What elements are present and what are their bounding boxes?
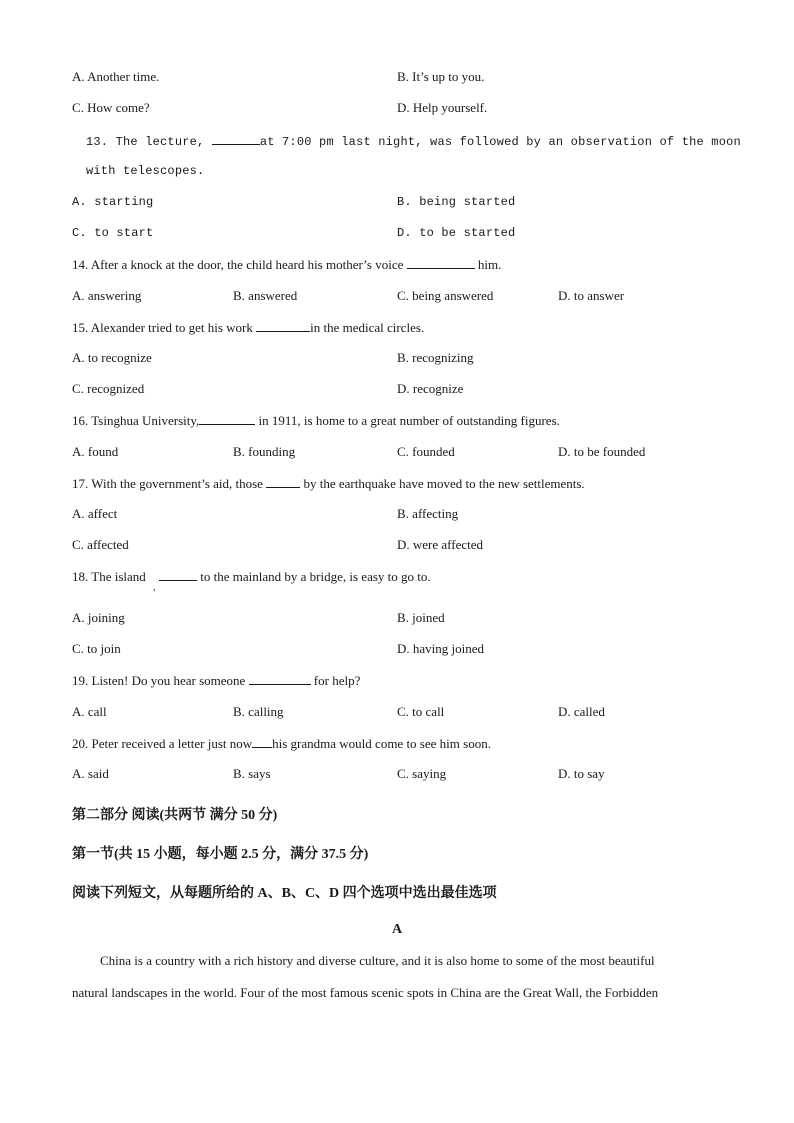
- q18-stem: [72, 568, 431, 585]
- q14-stem-post: him.: [474, 257, 502, 272]
- q20-stem: [72, 735, 491, 752]
- q18-option-a: A. joining: [72, 610, 125, 625]
- q13-stem-line2: with telescopes.: [86, 164, 205, 178]
- q14-stem-pre: 14. After a knock at the door, the child heard his mother’s voice: [72, 257, 407, 272]
- q13-option-d: D. to be started: [397, 226, 516, 240]
- q18-option-c: C. to join: [72, 641, 121, 656]
- q15-stem-post: in the medical circles.: [310, 320, 425, 335]
- q17-stem-post: by the earthquake have moved to the new settlements.: [300, 476, 585, 491]
- q19-stem: [72, 672, 360, 689]
- q13-blank: [212, 132, 260, 145]
- q15-option-c: C. recognized: [72, 381, 145, 396]
- q13-stem: [86, 132, 741, 150]
- q13-stem-pre: 13. The lecture,: [86, 135, 212, 149]
- q17-blank: [266, 475, 300, 488]
- q12-option-d: D. Help yourself.: [397, 100, 488, 115]
- q13-option-a: A. starting: [72, 195, 154, 209]
- q18-stem-post: to the mainland by a bridge, is easy to go to.: [197, 569, 431, 584]
- q15-option-a: A. to recognize: [72, 350, 152, 365]
- q16-stem-post: in 1911, is home to a great number of outstanding figures.: [255, 413, 560, 428]
- q20-option-b: B. says: [233, 766, 271, 781]
- q17-option-b: B. affecting: [397, 506, 459, 521]
- q14-stem: [72, 256, 501, 273]
- q15-blank: [256, 319, 310, 332]
- q13-option-b: B. being started: [397, 195, 516, 209]
- q20-option-a: A. said: [72, 766, 109, 781]
- q15-stem-pre: 15. Alexander tried to get his work: [72, 320, 257, 335]
- q14-blank: [407, 256, 475, 269]
- q16-option-d: D. to be founded: [558, 444, 646, 459]
- q20-option-d: D. to say: [558, 766, 605, 781]
- section-title: 第二部分 阅读(共两节 满分 50 分): [72, 808, 278, 823]
- q12-option-c: C. How come?: [72, 100, 150, 115]
- q17-option-d: D. were affected: [397, 537, 484, 552]
- passage-line-2: natural landscapes in the world. Four of the most famous scenic spots in China are the Great Wall, the Forbidden: [72, 985, 659, 1000]
- q19-option-b: B. calling: [233, 704, 284, 719]
- section-instruction: 阅读下列短文，从每题所给的 A、B、C、D 四个选项中选出最佳选项: [72, 886, 497, 901]
- q20-blank: [252, 735, 272, 748]
- q17-option-c: C. affected: [72, 537, 129, 552]
- q20-stem-pre: 20. Peter received a letter just now: [72, 736, 253, 751]
- section-part1-title: 第一节(共 15 小题，每小题 2.5 分，满分 37.5 分): [72, 847, 369, 862]
- q14-option-a: A. answering: [72, 288, 142, 303]
- q19-option-d: D. called: [558, 704, 605, 719]
- q18-blank: [159, 568, 197, 581]
- q16-option-a: A. found: [72, 444, 119, 459]
- q19-option-c: C. to call: [397, 704, 445, 719]
- q18-stray-comma: ,: [153, 582, 156, 593]
- q18-option-b: B. joined: [397, 610, 445, 625]
- q13-stem-post: at 7:00 pm last night, was followed by an observation of the moon: [259, 135, 741, 149]
- q20-option-c: C. saying: [397, 766, 447, 781]
- q14-option-c: C. being answered: [397, 288, 494, 303]
- q16-stem: [72, 412, 560, 429]
- q19-option-a: A. call: [72, 704, 107, 719]
- q19-stem-post: for help?: [310, 673, 361, 688]
- q16-option-b: B. founding: [233, 444, 296, 459]
- q15-option-b: B. recognizing: [397, 350, 474, 365]
- q16-blank: [199, 412, 255, 425]
- q19-stem-pre: 19. Listen! Do you hear someone: [72, 673, 249, 688]
- q15-stem: [72, 319, 424, 336]
- q16-option-c: C. founded: [397, 444, 455, 459]
- q16-stem-pre: 16. Tsinghua University,: [72, 413, 200, 428]
- q12-option-a: A. Another time.: [72, 69, 160, 84]
- q20-stem-post: his grandma would come to see him soon.: [272, 736, 491, 751]
- passage-line-1: China is a country with a rich history and diverse culture, and it is also home to some of the most beautiful: [100, 953, 655, 968]
- q18-stem-pre: 18. The island: [72, 569, 150, 584]
- q19-blank: [249, 672, 311, 685]
- q14-option-d: D. to answer: [558, 288, 625, 303]
- q14-option-b: B. answered: [233, 288, 298, 303]
- q17-stem-pre: 17. With the government’s aid, those: [72, 476, 267, 491]
- q15-option-d: D. recognize: [397, 381, 464, 396]
- q18-option-d: D. having joined: [397, 641, 485, 656]
- q13-option-c: C. to start: [72, 226, 154, 240]
- passage-label: A: [391, 922, 403, 937]
- q12-option-b: B. It’s up to you.: [397, 69, 485, 84]
- q17-stem: [72, 475, 585, 492]
- q17-option-a: A. affect: [72, 506, 118, 521]
